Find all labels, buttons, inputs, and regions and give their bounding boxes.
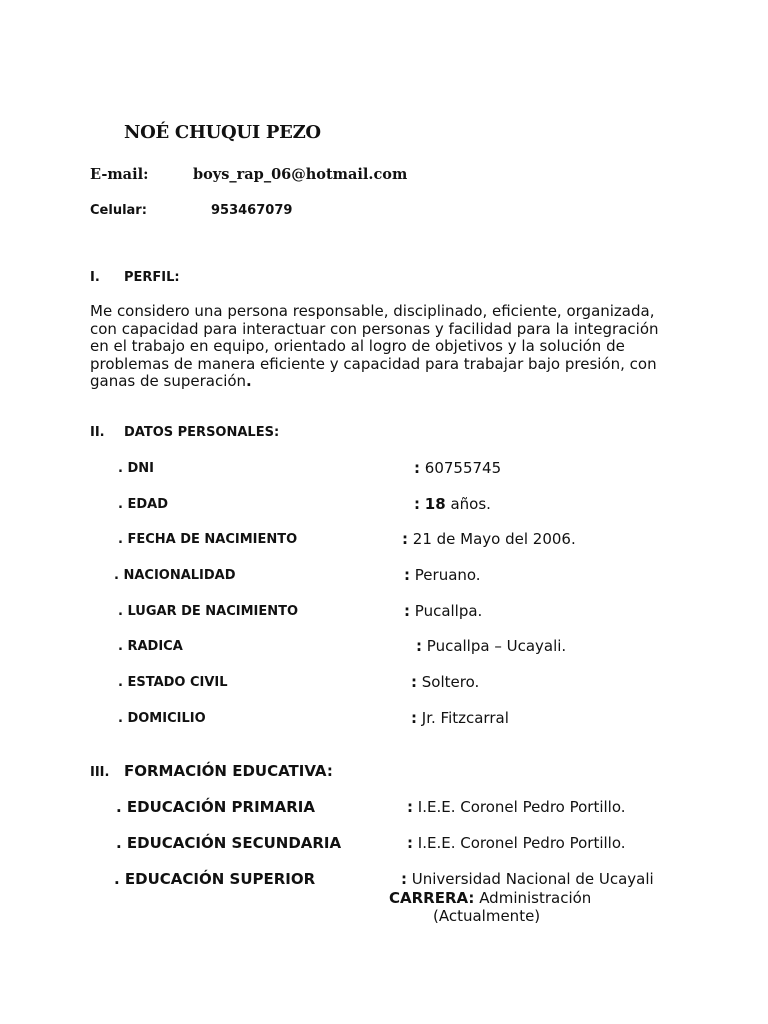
section-perfil-heading bbox=[90, 270, 180, 285]
lugar-value bbox=[404, 602, 482, 620]
fecha-value bbox=[402, 530, 576, 548]
carrera-line bbox=[389, 889, 591, 907]
phone-value: 953467079 bbox=[211, 203, 293, 218]
section-number: III. bbox=[90, 765, 110, 780]
primaria-label: . EDUCACIÓN PRIMARIA bbox=[116, 798, 315, 816]
dni-text: 60755745 bbox=[424, 459, 502, 477]
colon: : bbox=[401, 870, 407, 888]
edad-value bbox=[414, 495, 491, 513]
dni-label: . DNI bbox=[118, 461, 154, 476]
section-title: DATOS PERSONALES: bbox=[124, 425, 280, 440]
estado-text: Soltero. bbox=[421, 673, 480, 691]
superior-text: Universidad Nacional de Ucayali bbox=[411, 870, 654, 888]
domicilio-value bbox=[411, 709, 509, 727]
primaria-text: I.E.E. Coronel Pedro Portillo. bbox=[417, 798, 626, 816]
lugar-label: . LUGAR DE NACIMIENTO bbox=[118, 604, 299, 619]
colon: : bbox=[414, 495, 420, 513]
section-number: II. bbox=[90, 425, 105, 440]
section-datos-heading bbox=[90, 425, 279, 440]
colon: : bbox=[411, 673, 417, 691]
estado-value bbox=[411, 673, 479, 691]
domicilio-label: . DOMICILIO bbox=[118, 711, 206, 726]
email-label: E-mail: bbox=[90, 166, 149, 183]
profile-end-mark: . bbox=[246, 372, 252, 390]
section-formacion-heading bbox=[90, 762, 333, 780]
colon: : bbox=[402, 530, 408, 548]
superior-value bbox=[401, 870, 654, 888]
estado-label: . ESTADO CIVIL bbox=[118, 675, 228, 690]
candidate-name: NOÉ CHUQUI PEZO bbox=[124, 122, 321, 143]
edad-text: años. bbox=[450, 495, 491, 513]
colon: : bbox=[416, 637, 422, 655]
edad-label: . EDAD bbox=[118, 497, 168, 512]
superior-label: . EDUCACIÓN SUPERIOR bbox=[114, 870, 316, 888]
carrera-label: CARRERA: bbox=[389, 889, 475, 907]
primaria-value bbox=[407, 798, 626, 816]
colon: : bbox=[407, 834, 413, 852]
colon: : bbox=[407, 798, 413, 816]
email-value: boys_rap_06@hotmail.com bbox=[193, 166, 408, 183]
secundaria-text: I.E.E. Coronel Pedro Portillo. bbox=[417, 834, 626, 852]
fecha-text: 21 de Mayo del 2006. bbox=[412, 530, 576, 548]
secundaria-value bbox=[407, 834, 626, 852]
colon: : bbox=[404, 602, 410, 620]
radica-text: Pucallpa – Ucayali. bbox=[426, 637, 567, 655]
colon: : bbox=[404, 566, 410, 584]
carrera-value: Administración bbox=[479, 889, 592, 907]
dni-value bbox=[414, 459, 501, 477]
phone-label: Celular: bbox=[90, 203, 147, 218]
radica-label: . RADICA bbox=[118, 639, 183, 654]
nacionalidad-text: Peruano. bbox=[414, 566, 481, 584]
section-title: PERFIL: bbox=[124, 270, 180, 285]
nacionalidad-label: . NACIONALIDAD bbox=[114, 568, 236, 583]
profile-paragraph bbox=[90, 303, 690, 391]
colon: : bbox=[411, 709, 417, 727]
section-number: I. bbox=[90, 270, 100, 285]
carrera-status: (Actualmente) bbox=[433, 907, 541, 925]
edad-number: 18 bbox=[424, 495, 446, 513]
nacionalidad-value bbox=[404, 566, 481, 584]
section-title: FORMACIÓN EDUCATIVA: bbox=[124, 762, 333, 780]
profile-text: Me considero una persona responsable, disciplinado, eficiente, organizada, con capacidad para interactuar con personas y facilidad para la integración en el trabajo en equipo, orientado al logro de objetivos y la solución de problemas de manera eficiente y capacidad para trabajar bajo presión, con ganas de superación bbox=[90, 302, 659, 390]
lugar-text: Pucallpa. bbox=[414, 602, 483, 620]
colon: : bbox=[414, 459, 420, 477]
domicilio-text: Jr. Fitzcarral bbox=[421, 709, 509, 727]
fecha-label: . FECHA DE NACIMIENTO bbox=[118, 532, 298, 547]
radica-value bbox=[416, 637, 566, 655]
secundaria-label: . EDUCACIÓN SECUNDARIA bbox=[116, 834, 342, 852]
